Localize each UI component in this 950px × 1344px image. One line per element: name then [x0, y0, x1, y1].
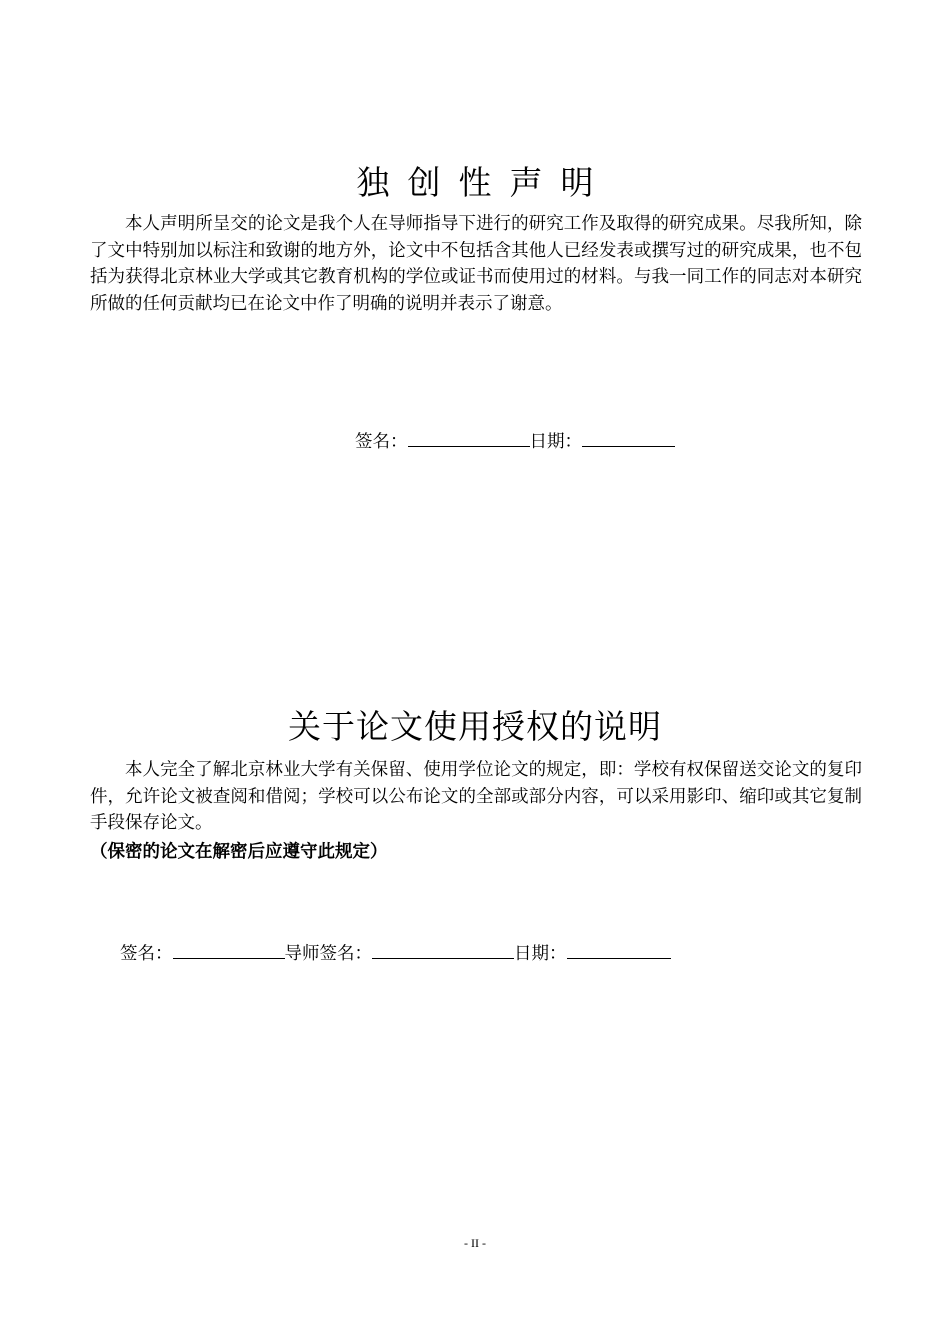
- advisor-signature-blank[interactable]: [372, 939, 514, 959]
- authorization-date-blank[interactable]: [567, 939, 671, 959]
- confidentiality-note: （保密的论文在解密后应遵守此规定）: [90, 842, 388, 862]
- declaration-signature-line: [355, 427, 675, 455]
- authorization-signature-line: [120, 939, 671, 967]
- declaration-date-label: 日期：: [529, 432, 582, 452]
- advisor-signature-label: 导师签名：: [284, 944, 372, 964]
- declaration-date-blank[interactable]: [582, 427, 675, 447]
- page-number: - II -: [464, 1236, 486, 1250]
- declaration-signature-blank[interactable]: [408, 427, 530, 447]
- originality-declaration-body: 本人声明所呈交的论文是我个人在导师指导下进行的研究工作及取得的研究成果。尽我所知，除了文中特别加以标注和致谢的地方外，论文中不包括含其他人已经发表或撰写过的研究成果，也不包括为获得北京林业大学或其它教育机构的学位或证书而使用过的材料。与我一同工作的同志对本研究所做的任何贡献均已在论文中作了明确的说明并表示了谢意。: [90, 214, 862, 314]
- originality-declaration-title: 独创性声明: [356, 163, 612, 202]
- authorization-date-label: 日期：: [514, 944, 567, 964]
- authorization-body: 本人完全了解北京林业大学有关保留、使用学位论文的规定，即：学校有权保留送交论文的复印件，允许论文被查阅和借阅；学校可以公布论文的全部或部分内容，可以采用影印、缩印或其它复制手段保存论文。: [90, 760, 862, 833]
- authorization-title: 关于论文使用授权的说明: [288, 707, 662, 746]
- authorization-signature-label: 签名：: [120, 944, 173, 964]
- authorization-signature-blank[interactable]: [173, 939, 285, 959]
- declaration-signature-label: 签名：: [355, 432, 408, 452]
